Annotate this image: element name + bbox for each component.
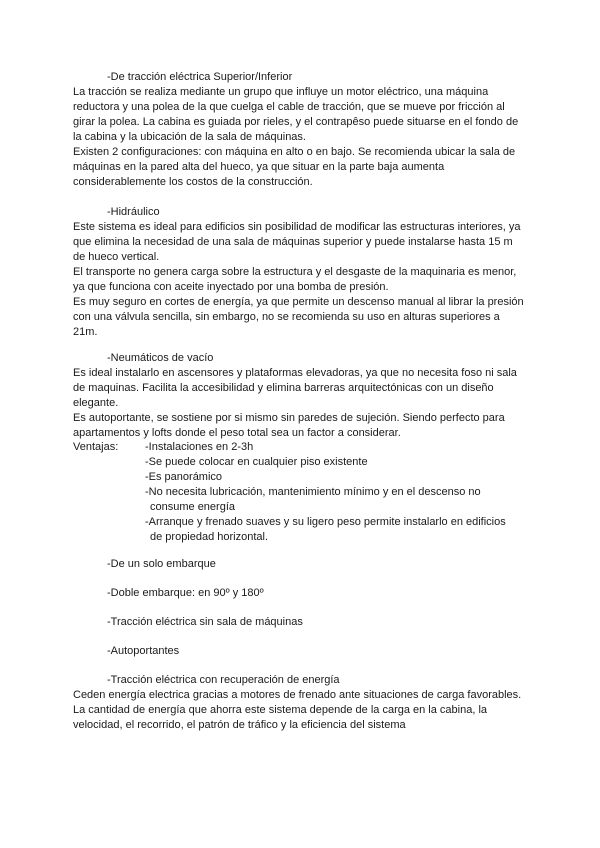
paragraph-line: considerablemente los costos de la construcción. (73, 176, 313, 188)
paragraph-line: ya que funciona con aceite inyectado por una bomba de presión. (73, 281, 389, 293)
paragraph-line: Existen 2 configuraciones: con máquina en alto o en bajo. Se recomienda ubicar la sala de (73, 146, 516, 158)
paragraph-line: Es muy seguro en cortes de energía, ya que permite un descenso manual al librar la presión (73, 296, 524, 308)
paragraph-line: Ceden energía electrica gracias a motores de frenado ante situaciones de carga favorables. (73, 689, 522, 701)
section-heading-doble-embarque: -Doble embarque: en 90º y 180º (107, 587, 264, 599)
paragraph-line: de maquinas. Facilita la accesibilidad y elimina barreras arquitectónicas con un diseño (73, 382, 494, 394)
ventaja-item: -Arranque y frenado suaves y su ligero peso permite instalarlo en edificios (145, 516, 506, 528)
section-heading-superior-inferior: -De tracción eléctrica Superior/Inferior (107, 71, 293, 83)
paragraph-line: Es ideal instalarlo en ascensores y plataformas elevadoras, ya que no necesita foso ni sala (73, 367, 517, 379)
ventajas-label: Ventajas: (73, 441, 119, 453)
paragraph-line: Es autoportante, se sostiene por si mismo sin paredes de sujeción. Siendo perfecto para (73, 412, 505, 424)
ventaja-item: -Es panorámico (145, 471, 223, 483)
ventaja-item: -Se puede colocar en cualquier piso existente (145, 456, 368, 468)
paragraph-line: La tracción se realiza mediante un grupo que influye un motor eléctrico, una máquina (73, 86, 489, 98)
paragraph-line: reductora y una polea de la que cuelga el cable de tracción, que se mueve por fricción al (73, 101, 505, 113)
paragraph-line: La cantidad de energía que ahorra este sistema depende de la carga en la cabina, la (73, 704, 488, 716)
paragraph-line: apartamentos y lofts donde el peso total sea un factor a considerar. (73, 427, 401, 439)
ventaja-item-continuation: consume energía (150, 501, 235, 513)
paragraph-line: 21m. (73, 326, 98, 338)
section-heading-sin-sala: -Tracción eléctrica sin sala de máquinas (107, 616, 303, 628)
paragraph-line: que elimina la necesidad de una sala de máquinas superior y puede instalarse hasta 15 m (73, 236, 513, 248)
paragraph-line: girar la polea. La cabina es guiada por rieles, y el contrapêso puede situarse en el fondo de (73, 116, 519, 128)
paragraph-line: con una válvula sencilla, sin embargo, no se recomienda su uso en alturas superiores a (73, 311, 500, 323)
ventaja-item-continuation: de propiedad horizontal. (150, 531, 269, 543)
paragraph-line: El transporte no genera carga sobre la estructura y el desgaste de la maquinaria es menor, (73, 266, 517, 278)
ventaja-item: -Instalaciones en 2-3h (145, 441, 254, 453)
section-heading-recuperacion: -Tracción eléctrica con recuperación de energía (107, 674, 340, 686)
section-heading-un-solo-embarque: -De un solo embarque (107, 558, 216, 570)
ventaja-item: -No necesita lubricación, mantenimiento mínimo y en el descenso no (145, 486, 481, 498)
paragraph-line: velocidad, el recorrido, el patrón de tráfico y la eficiencia del sistema (73, 719, 406, 731)
section-heading-neumaticos: -Neumáticos de vacío (107, 352, 214, 364)
section-heading-hidraulico: -Hidráulico (107, 206, 160, 218)
paragraph-line: máquinas en la pared alta del hueco, ya que situar en la parte baja aumenta (73, 161, 445, 173)
paragraph-line: de hueco vertical. (73, 251, 160, 263)
paragraph-line: Este sistema es ideal para edificios sin posibilidad de modificar las estructuras interiores, ya (73, 221, 521, 233)
section-heading-autoportantes: -Autoportantes (107, 645, 180, 657)
paragraph-line: elegante. (73, 397, 119, 409)
paragraph-line: la cabina y la ubicación de la sala de máquinas. (73, 131, 306, 143)
